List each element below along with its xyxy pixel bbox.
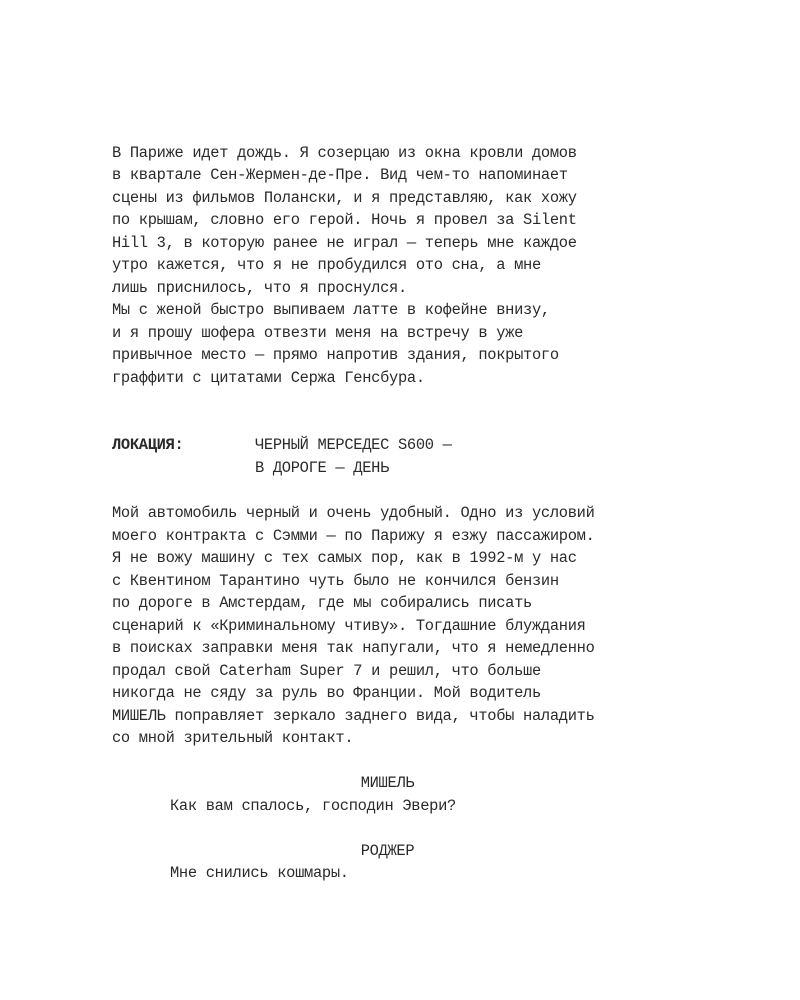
text-line: Я не вожу машину с тех самых пор, как в 1992-м у нас bbox=[112, 549, 577, 567]
dialogue-line: Мне снились кошмары. bbox=[170, 864, 349, 882]
text-line: со мной зрительный контакт. bbox=[112, 729, 354, 747]
location-label: ЛОКАЦИЯ: bbox=[112, 436, 184, 454]
text-line: с Квентином Тарантино чуть было не кончился бензин bbox=[112, 572, 559, 590]
character-name: РОДЖЕР bbox=[360, 842, 415, 860]
text-line: утро кажется, что я не пробудился ото сна, а мне bbox=[112, 256, 541, 274]
text-line: В Париже идет дождь. Я созерцаю из окна кровли домов bbox=[112, 144, 577, 162]
character-name: МИШЕЛЬ bbox=[360, 774, 415, 792]
text-line: по дороге в Амстердам, где мы собирались писать bbox=[112, 594, 532, 612]
text-line: в поисках заправки меня так напугали, что я немедленно bbox=[112, 639, 595, 657]
text-line: в квартале Сен-Жермен-де-Пре. Вид чем-то напоминает bbox=[112, 166, 568, 184]
text-line: Hill 3, в которую ранее не играл — теперь мне каждое bbox=[112, 234, 577, 252]
text-line: лишь приснилось, что я проснулся. bbox=[112, 279, 407, 297]
text-line: Мой автомобиль черный и очень удобный. Одно из условий bbox=[112, 504, 595, 522]
text-line: МИШЕЛЬ поправляет зеркало заднего вида, чтобы наладить bbox=[112, 707, 595, 725]
text-line: никогда не сяду за руль во Франции. Мой водитель bbox=[112, 684, 541, 702]
dialogue-line: Как вам спалось, господин Эвери? bbox=[170, 797, 456, 815]
text-line: по крышам, словно его герой. Ночь я провел за Silent bbox=[112, 211, 577, 229]
location-line: В ДОРОГЕ — ДЕНЬ bbox=[255, 459, 390, 477]
location-line: ЧЕРНЫЙ МЕРСЕДЕС S600 — bbox=[255, 436, 452, 454]
text-line: моего контракта с Сэмми — по Парижу я езжу пассажиром. bbox=[112, 527, 595, 545]
text-line: сцены из фильмов Полански, и я представляю, как хожу bbox=[112, 189, 577, 207]
text-line: продал свой Caterham Super 7 и решил, что больше bbox=[112, 662, 541, 680]
text-line: сценарий к «Криминальному чтиву». Тогдашние блуждания bbox=[112, 617, 586, 635]
text-line: и я прошу шофера отвезти меня на встречу в уже bbox=[112, 324, 524, 342]
text-line: привычное место — прямо напротив здания, покрытого bbox=[112, 346, 559, 364]
text-line: Мы с женой быстро выпиваем латте в кофейне внизу, bbox=[112, 301, 550, 319]
text-line: граффити с цитатами Сержа Генсбура. bbox=[112, 369, 425, 387]
